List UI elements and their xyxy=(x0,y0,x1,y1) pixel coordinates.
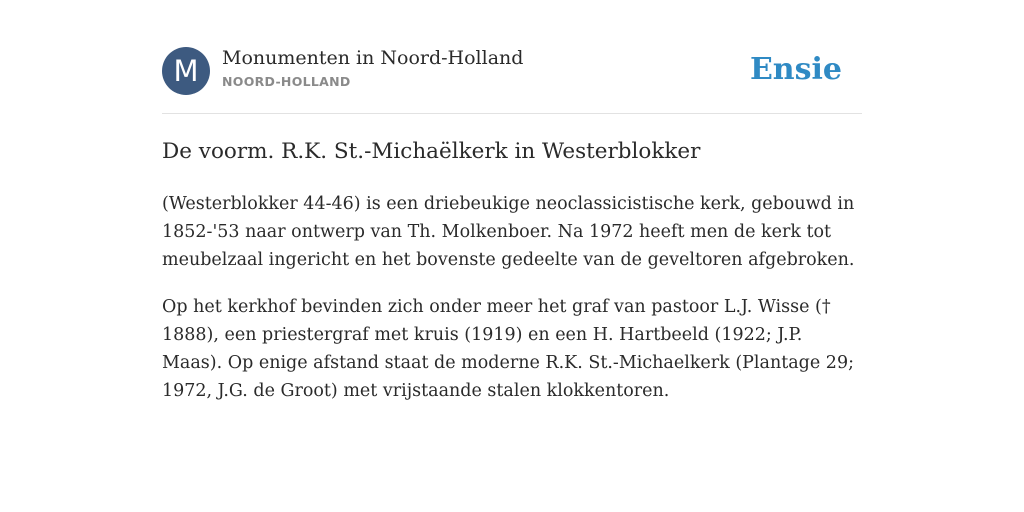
source-title[interactable]: Monumenten in Noord-Holland xyxy=(222,47,524,69)
avatar[interactable]: M xyxy=(162,47,210,95)
article-paragraph: (Westerblokker 44-46) is een driebeukige neoclassicistische kerk, gebouwd in 1852-'53 naar ontwerp van Th. Molkenboer. Na 1972 heeft men de kerk tot meubelzaal ingericht en het bovenste gedeelte van de geveltoren afgebroken. xyxy=(162,194,855,270)
article-paragraph: Op het kerkhof bevinden zich onder meer het graf van pastoor L.J. Wisse († 1888), een priestergraf met kruis (1919) en een H. Hartbeeld (1922; J.P. Maas). Op enige afstand staat de moderne R.K. St.-Michaelkerk (Plantage 29; 1972, J.G. de Groot) met vrijstaande stalen klokkentoren. xyxy=(162,297,854,401)
article-title: De voorm. R.K. St.-Michaëlkerk in Westerblokker xyxy=(162,139,701,164)
header-divider xyxy=(162,113,862,114)
source-subtitle: NOORD-HOLLAND xyxy=(222,74,351,89)
source-header xyxy=(162,46,862,96)
article-body xyxy=(162,190,862,424)
ensie-logo[interactable]: Ensie xyxy=(749,52,842,87)
